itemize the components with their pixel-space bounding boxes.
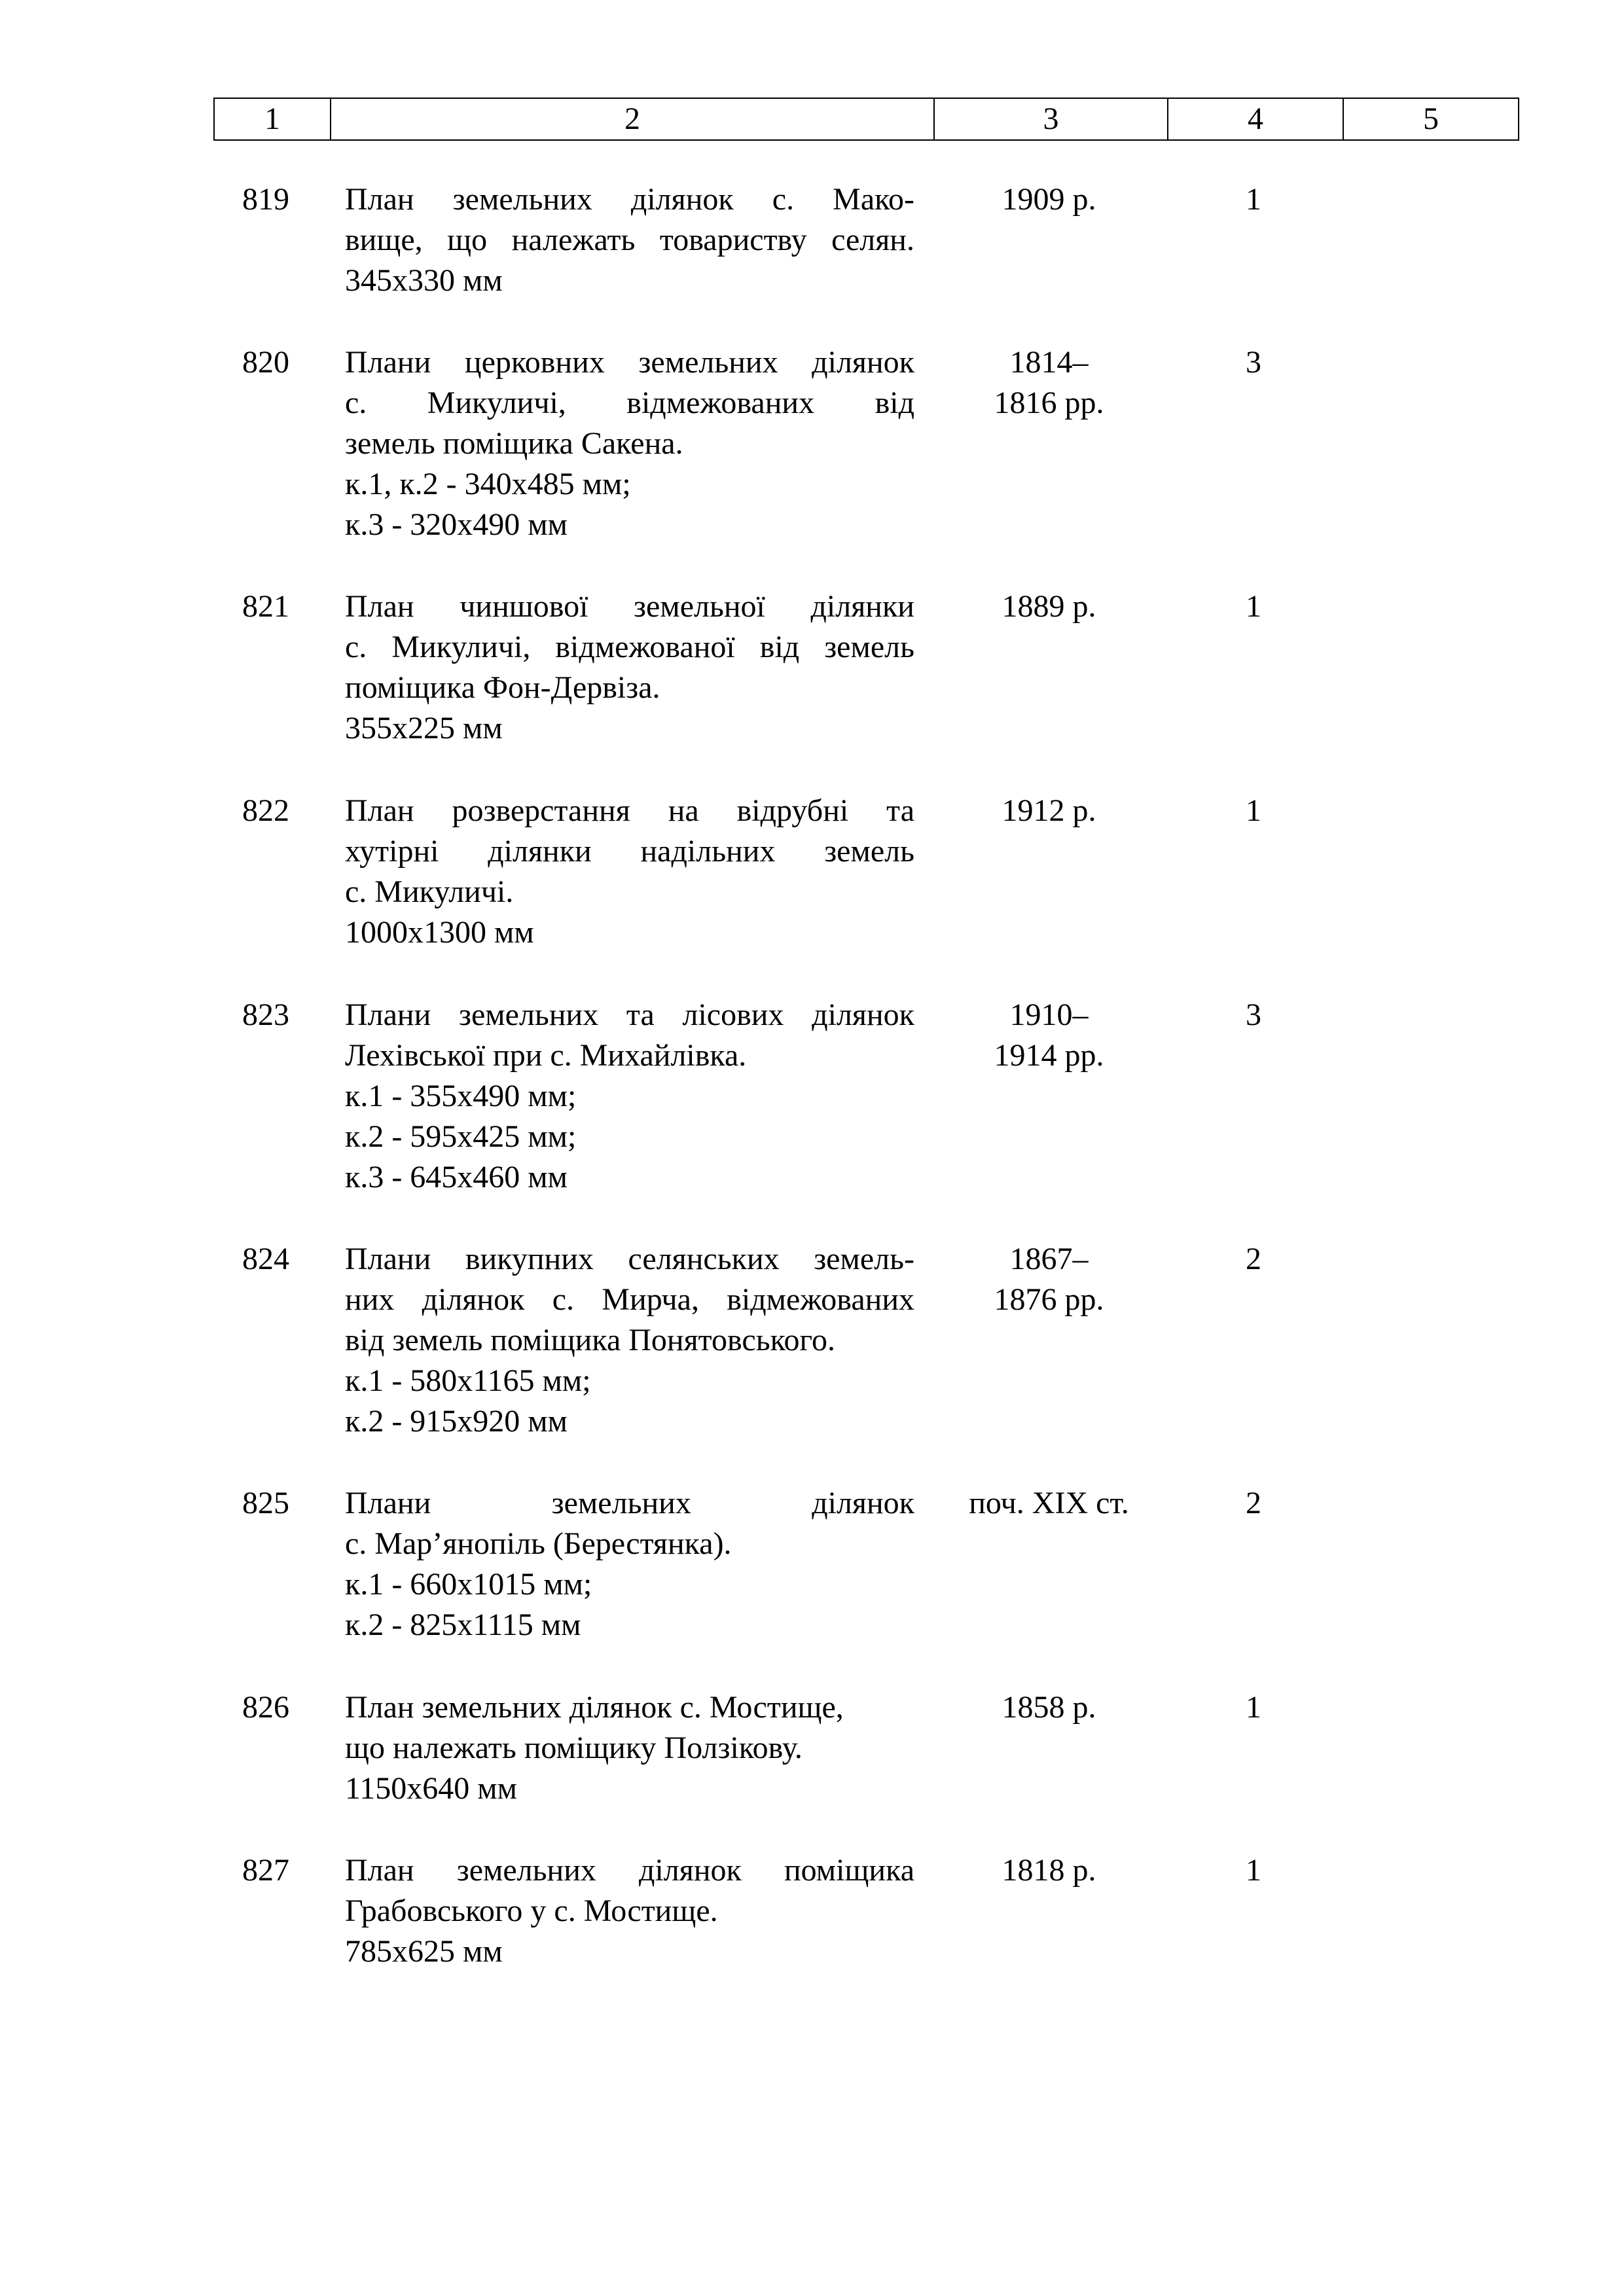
entry-count: 3 (1246, 997, 1261, 1032)
description-line: с. Микуличі, відмежованих від (345, 386, 914, 420)
column-header-4: 4 (1168, 98, 1343, 140)
description-line: к.1 - 660х1015 мм; (345, 1567, 592, 1602)
entry-number: 819 (242, 182, 289, 217)
description-line: с. Мар’янопіль (Берестянка). (345, 1526, 732, 1561)
description-line: вище, що належать товариству селян. (345, 223, 914, 257)
description-line: хутірні ділянки надільних земель (345, 834, 914, 869)
description-line: к.1, к.2 - 340х485 мм; (345, 467, 631, 501)
description-line: к.1 - 355х490 мм; (345, 1079, 577, 1113)
column-header-2: 2 (331, 98, 934, 140)
entry-description (345, 342, 914, 545)
description-line: Плани церковних земельних ділянок (345, 345, 914, 380)
entry-count: 1 (1246, 589, 1261, 624)
description-line: к.2 - 595х425 мм; (345, 1119, 577, 1154)
date-line: 1912 р. (1001, 793, 1096, 828)
entry-date (933, 1483, 1165, 1524)
entry-number: 825 (242, 1486, 289, 1520)
entry-description (345, 995, 914, 1198)
column-header-3: 3 (934, 98, 1168, 140)
column-header-row (214, 98, 1519, 140)
description-line: к.2 - 825х1115 мм (345, 1607, 581, 1642)
description-line: них ділянок с. Мирча, відмежованих (345, 1282, 914, 1317)
description-line: Плани земельних ділянок (345, 1486, 914, 1520)
date-line: 1858 р. (1001, 1690, 1096, 1725)
date-line: 1909 р. (1001, 182, 1096, 217)
entry-description (345, 1239, 914, 1442)
entry-number: 823 (242, 997, 289, 1032)
entry-description (345, 791, 914, 953)
entry-count: 2 (1246, 1486, 1261, 1520)
entry-date (933, 586, 1165, 627)
entry-number: 822 (242, 793, 289, 828)
entry-count: 1 (1246, 1853, 1261, 1888)
entry-date (933, 1239, 1165, 1320)
description-line: поміщика Фон-Дервіза. (345, 670, 660, 705)
entry-description (345, 1687, 914, 1809)
entry-date (933, 179, 1165, 220)
description-line: с. Микуличі. (345, 874, 514, 909)
entry-date (933, 1850, 1165, 1891)
description-line: 1000х1300 мм (345, 915, 534, 950)
description-line: План розверстання на відрубні та (345, 793, 914, 828)
description-line: що належать поміщику Ползікову. (345, 1731, 803, 1765)
description-line: 355х225 мм (345, 711, 503, 745)
date-line: 1816 рр. (994, 386, 1104, 420)
entry-description (345, 586, 914, 749)
entry-count: 1 (1246, 1690, 1261, 1725)
description-line: с. Микуличі, відмежованої від земель (345, 630, 914, 664)
description-line: 785х625 мм (345, 1934, 503, 1969)
entry-count: 3 (1246, 345, 1261, 380)
date-line: 1914 рр. (994, 1038, 1104, 1073)
date-line: 1876 рр. (994, 1282, 1104, 1317)
description-line: План чиншової земельної ділянки (345, 589, 914, 624)
entry-date (933, 1687, 1165, 1728)
column-header-1: 1 (214, 98, 331, 140)
entry-number: 826 (242, 1690, 289, 1725)
description-line: Лехівської при с. Михайлівка. (345, 1038, 747, 1073)
entry-count: 1 (1246, 793, 1261, 828)
description-line: План земельних ділянок с. Мако- (345, 182, 914, 217)
date-line: поч. XIX ст. (969, 1486, 1129, 1520)
entry-count: 2 (1246, 1242, 1261, 1276)
date-line: 1910– (1009, 997, 1089, 1032)
description-line: 1150х640 мм (345, 1771, 517, 1806)
entry-count: 1 (1246, 182, 1261, 217)
entry-number: 820 (242, 345, 289, 380)
description-line: План земельних ділянок с. Мостище, (345, 1690, 844, 1725)
description-line: к.2 - 915х920 мм (345, 1404, 568, 1439)
entry-description (345, 1483, 914, 1645)
entry-number: 827 (242, 1853, 289, 1888)
description-line: Грабовського у с. Мостище. (345, 1893, 718, 1928)
entry-date (933, 791, 1165, 831)
entry-number: 824 (242, 1242, 289, 1276)
description-line: к.3 - 645х460 мм (345, 1160, 568, 1194)
description-line: План земельних ділянок поміщика (345, 1853, 914, 1888)
date-line: 1867– (1009, 1242, 1089, 1276)
description-line: від земель поміщика Понятовського. (345, 1323, 835, 1357)
date-line: 1814– (1009, 345, 1089, 380)
date-line: 1818 р. (1001, 1853, 1096, 1888)
entry-description (345, 1850, 914, 1972)
column-header-5: 5 (1343, 98, 1519, 140)
entry-number: 821 (242, 589, 289, 624)
entry-date (933, 995, 1165, 1076)
description-line: к.1 - 580х1165 мм; (345, 1363, 591, 1398)
description-line: Плани викупних селянських земель- (345, 1242, 914, 1276)
column-header-table (213, 98, 1519, 141)
description-line: Плани земельних та лісових ділянок (345, 997, 914, 1032)
description-line: к.3 - 320х490 мм (345, 507, 568, 542)
description-line: земель поміщика Сакена. (345, 426, 683, 461)
entry-description (345, 179, 914, 301)
date-line: 1889 р. (1001, 589, 1096, 624)
description-line: 345х330 мм (345, 263, 503, 298)
entry-date (933, 342, 1165, 423)
